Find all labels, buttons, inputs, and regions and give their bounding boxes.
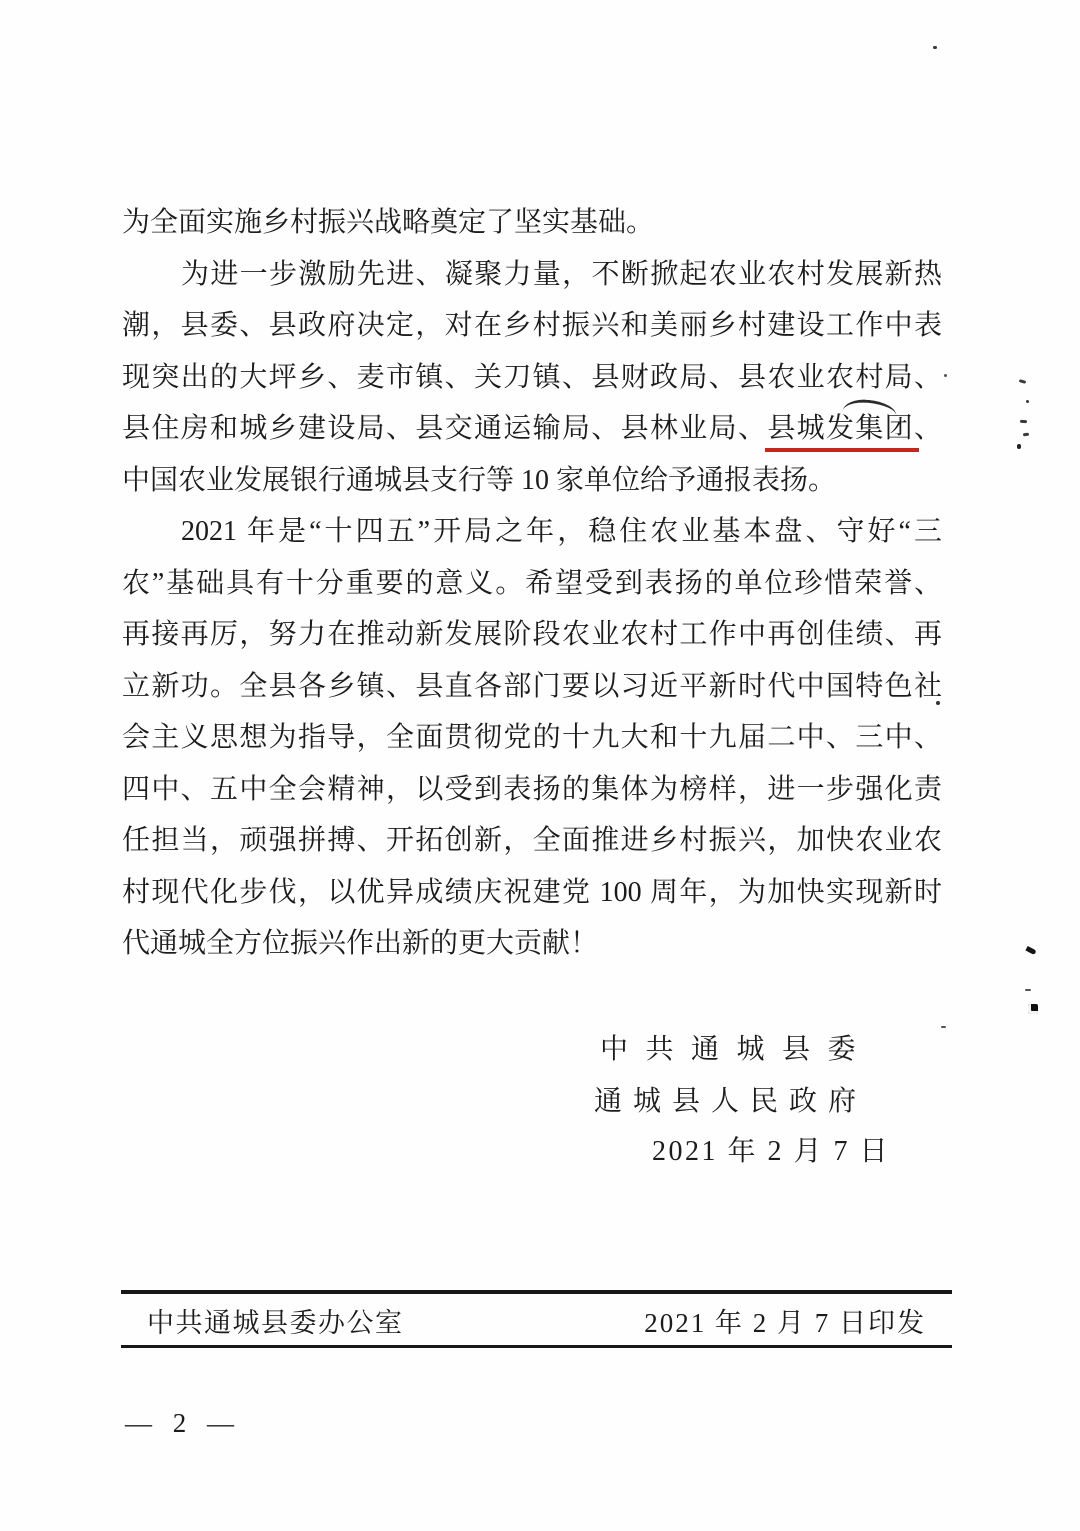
scan-artifact-blob	[1028, 1004, 1038, 1014]
body-line: 2021 年是“十四五”开局之年，稳住农业基本盘、守好“三	[181, 516, 942, 547]
body-line-text: 、	[913, 413, 942, 444]
scan-artifact-dot	[944, 374, 947, 377]
body-line	[122, 403, 942, 455]
body-line: 立新功。全县各乡镇、县直各部门要以习近平新时代中国特色社	[122, 670, 942, 702]
body-line-text: 县住房和城乡建设局、县交通运输局、县林业局、	[122, 413, 768, 444]
signature-date: 2021 年 2 月 7 日	[652, 1136, 891, 1167]
body-line: 中国农业发展银行通城县支行等 10 家单位给予通报表扬。	[122, 464, 837, 496]
scan-artifact-dot	[933, 46, 937, 49]
body-line: 任担当，顽强拼搏、开拓创新，全面推进乡村振兴，加快农业农	[122, 825, 942, 856]
footer-rule-bottom	[121, 1345, 952, 1348]
scan-artifact-dash	[1023, 433, 1029, 437]
scan-artifact-dash	[1019, 379, 1027, 384]
scan-artifact-dot	[1017, 444, 1021, 449]
body-line: 村现代化步伐，以优异成绩庆祝建党 100 周年，为加快实现新时	[122, 876, 942, 908]
footer-issuing-office: 中共通城县委办公室	[147, 1308, 404, 1338]
scan-artifact-dash	[941, 1026, 946, 1028]
body-line: 会主义思想为指导，全面贯彻党的十九大和十九届二中、三中、	[122, 722, 942, 753]
scan-artifact-dash	[1020, 420, 1027, 424]
scan-artifact-dash	[1025, 989, 1031, 991]
scan-artifact-comma	[1025, 946, 1036, 955]
signature-org-party-committee: 中共通城县委	[600, 1034, 874, 1065]
footer-rule-top	[121, 1290, 952, 1294]
highlighted-unit-name	[767, 413, 914, 444]
page-number: — 2 —	[125, 1408, 241, 1438]
scan-artifact-dot	[1026, 400, 1029, 403]
scan-artifact-dot	[936, 701, 940, 705]
body-line: 为全面实施乡村振兴战略奠定了坚实基础。	[122, 207, 655, 238]
document-body	[122, 197, 942, 970]
body-line: 现突出的大坪乡、麦市镇、关刀镇、县财政局、县农业农村局、	[122, 361, 942, 393]
highlighted-unit-text: 县城发集团	[767, 413, 914, 444]
footer-print-date: 2021 年 2 月 7 日印发	[644, 1308, 926, 1338]
body-line: 农”基础具有十分重要的意义。希望受到表扬的单位珍惜荣誉、	[122, 567, 942, 599]
body-line: 四中、五中全会精神，以受到表扬的集体为榜样，进一步强化责	[122, 773, 942, 805]
body-line: 代通城全方位振兴作出新的更大贡献！	[122, 928, 599, 959]
body-line: 潮，县委、县政府决定，对在乡村振兴和美丽乡村建设工作中表	[122, 310, 942, 341]
body-line: 为进一步激励先进、凝聚力量，不断掀起农业农村发展新热	[181, 258, 942, 290]
body-line: 再接再厉，努力在推动新发展阶段农业农村工作中再创佳绩、再	[122, 619, 942, 650]
signature-org-peoples-government: 通城县人民政府	[594, 1086, 868, 1117]
